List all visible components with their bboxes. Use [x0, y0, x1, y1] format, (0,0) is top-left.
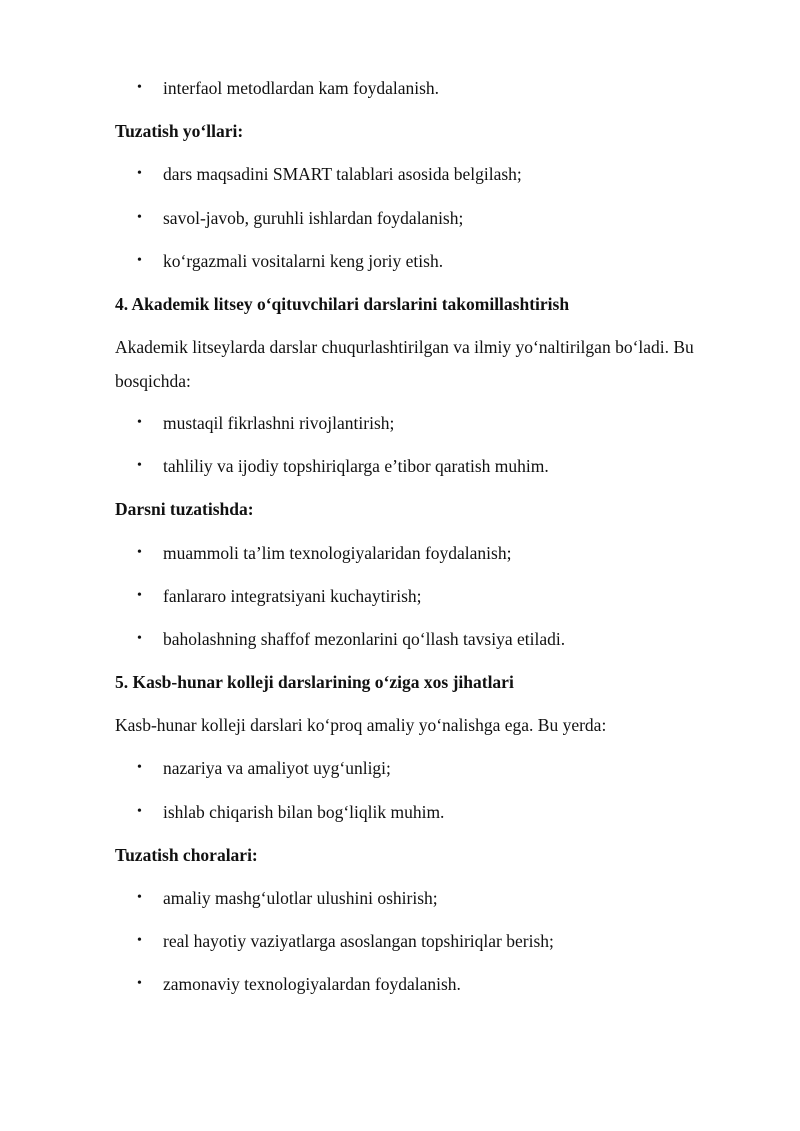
list-item-text: fanlararo integratsiyani kuchaytirish;	[163, 586, 422, 606]
section-5-paragraph: Kasb-hunar kolleji darslari ko‘proq amaliy yo‘nalishga ega. Bu yerda:	[115, 715, 607, 735]
bullet-icon: •	[137, 588, 142, 603]
bullet-icon: •	[137, 210, 142, 225]
bullet-icon: •	[137, 80, 142, 95]
bullet-icon: •	[137, 976, 142, 991]
list-item-text: muammoli ta’lim texnologiyalaridan foydalanish;	[163, 543, 512, 563]
list-item-text: ko‘rgazmali vositalarni keng joriy etish.	[163, 251, 444, 271]
list-item-text: baholashning shaffof mezonlarini qo‘llash tavsiya etiladi.	[163, 629, 566, 649]
list-item-text: mustaqil fikrlashni rivojlantirish;	[163, 413, 395, 433]
bullet-icon: •	[137, 458, 142, 473]
section-4-title: 4. Akademik litsey o‘qituvchilari darslarini takomillashtirish	[115, 294, 570, 314]
list-item-text: interfaol metodlardan kam foydalanish.	[163, 78, 440, 98]
list-item-text: savol-javob, guruhli ishlardan foydalanish;	[163, 208, 464, 228]
heading-tuzatish-yollari: Tuzatish yo‘llari:	[115, 121, 244, 141]
bullet-icon: •	[137, 631, 142, 646]
list-item-text: amaliy mashg‘ulotlar ulushini oshirish;	[163, 888, 438, 908]
bullet-icon: •	[137, 253, 142, 268]
bullet-icon: •	[137, 166, 142, 181]
list-item-text: tahliliy va ijodiy topshiriqlarga e’tibor qaratish muhim.	[163, 456, 549, 476]
list-item-text: real hayotiy vaziyatlarga asoslangan topshiriqlar berish;	[163, 931, 554, 951]
heading-darsni-tuzatishda: Darsni tuzatishda:	[115, 499, 254, 519]
bullet-icon: •	[137, 545, 142, 560]
bullet-icon: •	[137, 933, 142, 948]
bullet-icon: •	[137, 890, 142, 905]
list-item-text: nazariya va amaliyot uyg‘unligi;	[163, 758, 391, 778]
list-item-text: ishlab chiqarish bilan bog‘liqlik muhim.	[163, 802, 445, 822]
heading-tuzatish-choralari: Tuzatish choralari:	[115, 845, 258, 865]
list-item-text: zamonaviy texnologiyalardan foydalanish.	[163, 974, 461, 994]
list-item-text: dars maqsadini SMART talablari asosida belgilash;	[163, 164, 522, 184]
bullet-icon: •	[137, 804, 142, 819]
bullet-icon: •	[137, 415, 142, 430]
section-4-paragraph: Akademik litseylarda darslar chuqurlashtirilgan va ilmiy yo‘naltirilgan bo‘ladi. Bu bosqichda:	[115, 337, 694, 391]
bullet-icon: •	[137, 760, 142, 775]
section-5-title: 5. Kasb-hunar kolleji darslarining o‘ziga xos jihatlari	[115, 672, 514, 692]
